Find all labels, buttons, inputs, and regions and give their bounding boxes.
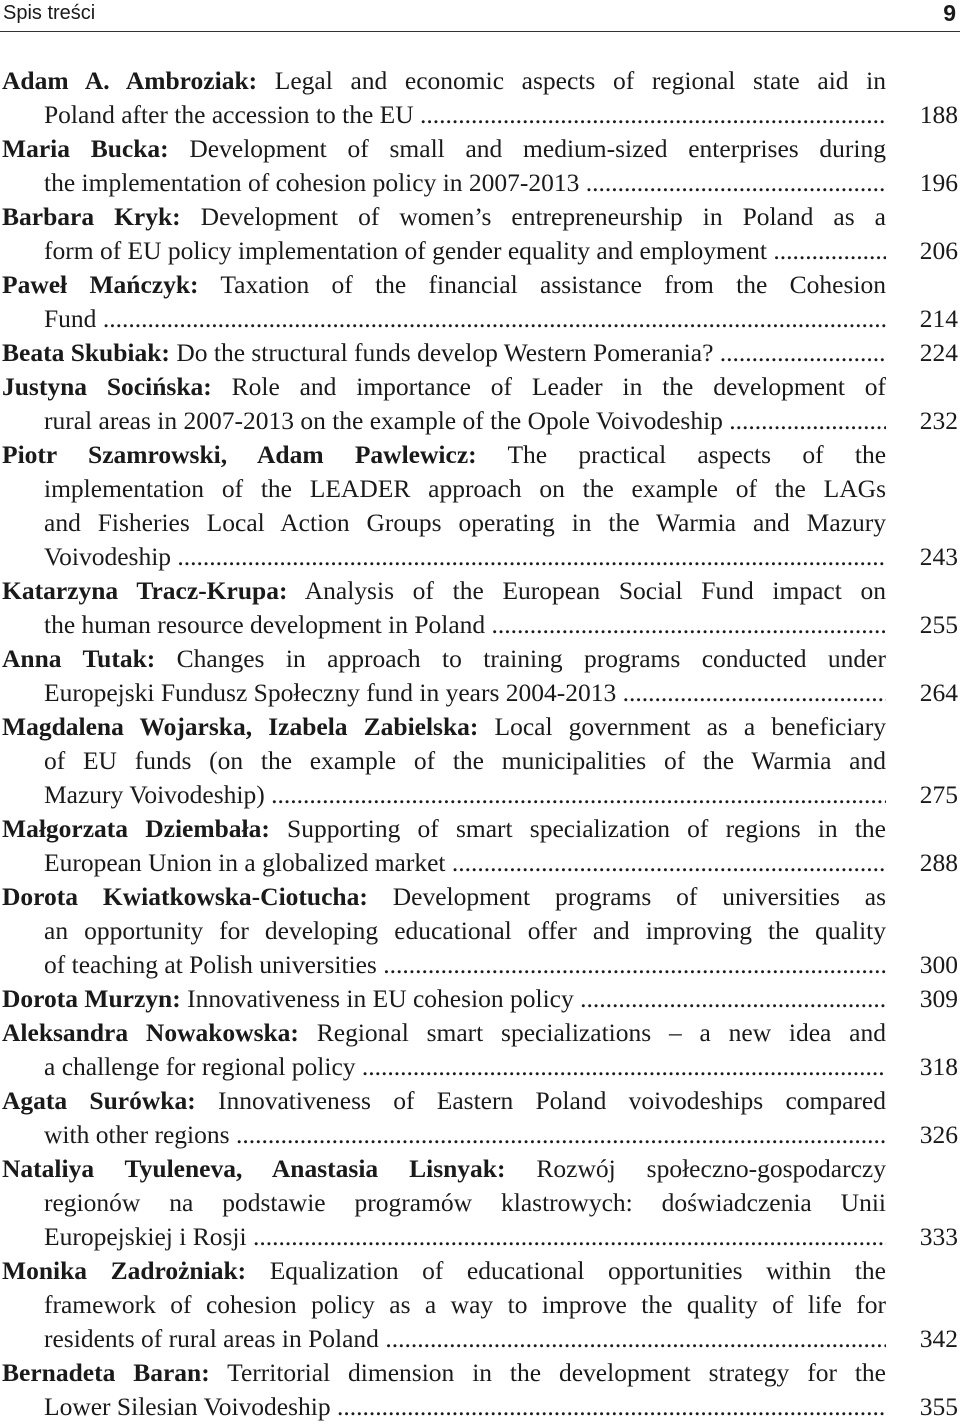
toc-title-text: Poland after the accession to the EU bbox=[44, 100, 414, 129]
toc-entry-line bbox=[0, 1084, 960, 1118]
toc-entry-text bbox=[2, 642, 886, 676]
toc-entry[interactable] bbox=[0, 336, 960, 370]
table-of-contents bbox=[0, 64, 960, 1424]
toc-entry[interactable] bbox=[0, 880, 960, 982]
toc-entry-text bbox=[44, 234, 886, 268]
toc-entry-line bbox=[0, 948, 960, 982]
toc-page-number: 355 bbox=[919, 1392, 958, 1421]
toc-entry[interactable] bbox=[0, 1084, 960, 1152]
toc-author: Adam A. Ambroziak: bbox=[2, 66, 258, 95]
toc-entry-line bbox=[0, 1220, 960, 1254]
toc-title-text: Development of women’s entrepreneurship in Poland as a bbox=[180, 202, 886, 231]
toc-title-text: Supporting of smart specialization of regions in the bbox=[269, 814, 886, 843]
toc-entry-text bbox=[2, 1084, 886, 1118]
toc-entry-text bbox=[2, 1356, 886, 1390]
toc-author: Agata Surówka: bbox=[2, 1086, 196, 1115]
toc-entry-text bbox=[44, 540, 886, 574]
toc-page-number: 326 bbox=[919, 1120, 958, 1149]
toc-title-text: implementation of the LEADER approach on the example of the LAGs bbox=[44, 474, 886, 503]
toc-entry[interactable] bbox=[0, 132, 960, 200]
toc-title-text: regionów na podstawie programów klastrowych: doświadczenia Unii bbox=[44, 1188, 886, 1217]
toc-entry-text bbox=[44, 1322, 886, 1356]
toc-entry[interactable] bbox=[0, 370, 960, 438]
toc-entry-text bbox=[44, 676, 886, 710]
toc-entry[interactable] bbox=[0, 1356, 960, 1424]
toc-entry-text bbox=[2, 710, 886, 744]
toc-entry-line bbox=[0, 302, 960, 336]
toc-title-text: rural areas in 2007-2013 on the example of the Opole Voivodeship bbox=[44, 406, 723, 435]
toc-author: Maria Bucka: bbox=[2, 134, 169, 163]
toc-entry-text bbox=[44, 1050, 886, 1084]
toc-page-number: 255 bbox=[919, 610, 958, 639]
toc-entry-line bbox=[0, 1118, 960, 1152]
toc-entry[interactable] bbox=[0, 438, 960, 574]
toc-page-number: 318 bbox=[919, 1052, 958, 1081]
toc-entry-line bbox=[0, 574, 960, 608]
toc-author: Paweł Mańczyk: bbox=[2, 270, 199, 299]
toc-entry-line bbox=[0, 812, 960, 846]
toc-author: Beata Skubiak: bbox=[2, 338, 170, 367]
toc-page-number: 196 bbox=[919, 168, 958, 197]
toc-entry-line bbox=[0, 506, 960, 540]
toc-entry-text bbox=[44, 302, 886, 336]
section-title: Spis treści bbox=[3, 2, 96, 24]
toc-page-number: 275 bbox=[919, 780, 958, 809]
toc-title-text: Europejski Fundusz Społeczny fund in years 2004-2013 bbox=[44, 678, 617, 707]
toc-entry-text bbox=[44, 914, 886, 948]
toc-entry-line bbox=[0, 438, 960, 472]
toc-entry-text bbox=[44, 1390, 886, 1424]
toc-entry-text bbox=[2, 982, 886, 1016]
toc-entry-text bbox=[44, 404, 886, 438]
toc-entry-text bbox=[44, 1220, 886, 1254]
toc-entry-text bbox=[2, 200, 886, 234]
toc-author: Dorota Murzyn: bbox=[2, 984, 181, 1013]
toc-entry-line bbox=[0, 744, 960, 778]
toc-entry[interactable] bbox=[0, 812, 960, 880]
toc-entry-line bbox=[0, 64, 960, 98]
toc-entry-text bbox=[2, 268, 886, 302]
toc-title-text: Local government as a beneficiary bbox=[478, 712, 886, 741]
toc-entry-text bbox=[44, 1186, 886, 1220]
toc-entry[interactable] bbox=[0, 574, 960, 642]
toc-title-text: Changes in approach to training programs conducted under bbox=[155, 644, 886, 673]
toc-title-text: Innovativeness of Eastern Poland voivodeships compared bbox=[195, 1086, 886, 1115]
toc-page-number: 232 bbox=[919, 406, 958, 435]
toc-entry-text bbox=[2, 880, 886, 914]
toc-title-text: with other regions bbox=[44, 1120, 230, 1149]
toc-page-number: 188 bbox=[919, 100, 958, 129]
toc-entry-line bbox=[0, 914, 960, 948]
toc-entry-line bbox=[0, 1152, 960, 1186]
toc-author: Barbara Kryk: bbox=[2, 202, 181, 231]
page-number: 9 bbox=[943, 0, 956, 26]
toc-entry-line bbox=[0, 132, 960, 166]
toc-entry-line bbox=[0, 166, 960, 200]
toc-author: Monika Zadrożniak: bbox=[2, 1256, 247, 1285]
toc-title-text: Equalization of educational opportunities within the bbox=[246, 1256, 886, 1285]
toc-entry-line bbox=[0, 1288, 960, 1322]
toc-title-text: Analysis of the European Social Fund impact on bbox=[287, 576, 886, 605]
toc-title-text: the human resource development in Poland bbox=[44, 610, 486, 639]
toc-entry-text bbox=[44, 744, 886, 778]
toc-entry-text bbox=[44, 506, 886, 540]
toc-title-text: of EU funds (on the example of the municipalities of the Warmia and bbox=[44, 746, 886, 775]
toc-title-text: an opportunity for developing educational offer and improving the quality bbox=[44, 916, 886, 945]
toc-entry-text bbox=[44, 608, 886, 642]
toc-title-text: Development programs of universities as bbox=[367, 882, 886, 911]
toc-entry-text bbox=[2, 1152, 886, 1186]
toc-entry-line bbox=[0, 1390, 960, 1424]
toc-title-text: Rozwój społeczno-gospodarczy bbox=[505, 1154, 886, 1183]
toc-entry-line bbox=[0, 200, 960, 234]
toc-entry-text bbox=[44, 778, 886, 812]
toc-title-text: The practical aspects of the bbox=[476, 440, 886, 469]
toc-author: Bernadeta Baran: bbox=[2, 1358, 210, 1387]
toc-author: Anna Tutak: bbox=[2, 644, 156, 673]
toc-title-text: Development of small and medium-sized enterprises during bbox=[168, 134, 886, 163]
toc-page-number: 264 bbox=[919, 678, 958, 707]
toc-title-text: Lower Silesian Voivodeship bbox=[44, 1392, 331, 1421]
toc-title-text: European Union in a globalized market bbox=[44, 848, 446, 877]
toc-entry[interactable] bbox=[0, 710, 960, 812]
toc-entry-line bbox=[0, 1356, 960, 1390]
toc-page-number: 300 bbox=[919, 950, 958, 979]
toc-entry[interactable] bbox=[0, 200, 960, 268]
toc-title-text: of teaching at Polish universities bbox=[44, 950, 377, 979]
toc-entry-line bbox=[0, 472, 960, 506]
toc-entry-line bbox=[0, 1186, 960, 1220]
toc-entry-line bbox=[0, 404, 960, 438]
toc-author: Małgorzata Dziembała: bbox=[2, 814, 270, 843]
toc-title-text: Role and importance of Leader in the development of bbox=[211, 372, 886, 401]
toc-title-text: Territorial dimension in the development strategy for the bbox=[209, 1358, 886, 1387]
toc-entry-text bbox=[2, 574, 886, 608]
toc-title-text: Voivodeship bbox=[44, 542, 172, 571]
toc-entry[interactable] bbox=[0, 642, 960, 710]
toc-entry-line bbox=[0, 268, 960, 302]
toc-title-text: Mazury Voivodeship) bbox=[44, 780, 265, 809]
toc-author: Aleksandra Nowakowska: bbox=[2, 1018, 299, 1047]
toc-author: Nataliya Tyuleneva, Anastasia Lisnyak: bbox=[2, 1154, 506, 1183]
toc-author: Piotr Szamrowski, Adam Pawlewicz: bbox=[2, 440, 477, 469]
toc-title-text: residents of rural areas in Poland bbox=[44, 1324, 379, 1353]
toc-entry-line bbox=[0, 846, 960, 880]
toc-entry-line bbox=[0, 608, 960, 642]
toc-page-number: 309 bbox=[919, 984, 958, 1013]
toc-page-number: 206 bbox=[919, 236, 958, 265]
toc-entry-line bbox=[0, 982, 960, 1016]
toc-title-text: Innovativeness in EU cohesion policy bbox=[180, 984, 574, 1013]
toc-title-text: Europejskiej i Rosji bbox=[44, 1222, 247, 1251]
toc-page-number: 333 bbox=[919, 1222, 958, 1251]
toc-entry-text bbox=[44, 846, 886, 880]
page-header bbox=[0, 0, 960, 32]
toc-entry-line bbox=[0, 1254, 960, 1288]
toc-title-text: Taxation of the financial assistance from the Cohesion bbox=[198, 270, 886, 299]
toc-author: Dorota Kwiatkowska-Ciotucha: bbox=[2, 882, 368, 911]
toc-author: Magdalena Wojarska, Izabela Zabielska: bbox=[2, 712, 479, 741]
toc-author: Katarzyna Tracz-Krupa: bbox=[2, 576, 288, 605]
toc-title-text: form of EU policy implementation of gender equality and employment bbox=[44, 236, 768, 265]
toc-entry-text bbox=[2, 132, 886, 166]
toc-entry-line bbox=[0, 710, 960, 744]
toc-entry-text bbox=[2, 438, 886, 472]
toc-title-text: Fund bbox=[44, 304, 97, 333]
toc-title-text: Regional smart specializations – a new idea and bbox=[298, 1018, 886, 1047]
toc-entry-line bbox=[0, 676, 960, 710]
toc-entry-line bbox=[0, 1016, 960, 1050]
toc-entry[interactable] bbox=[0, 1016, 960, 1084]
toc-entry-line bbox=[0, 642, 960, 676]
toc-entry[interactable] bbox=[0, 268, 960, 336]
toc-entry-line bbox=[0, 540, 960, 574]
toc-title-text: framework of cohesion policy as a way to improve the quality of life for bbox=[44, 1290, 886, 1319]
toc-title-text: the implementation of cohesion policy in 2007-2013 bbox=[44, 168, 580, 197]
toc-entry-text bbox=[2, 370, 886, 404]
toc-title-text: a challenge for regional policy bbox=[44, 1052, 356, 1081]
toc-entry[interactable] bbox=[0, 64, 960, 132]
toc-entry-text bbox=[2, 64, 886, 98]
toc-page-number: 224 bbox=[919, 338, 958, 367]
toc-page-number: 243 bbox=[919, 542, 958, 571]
toc-entry-line bbox=[0, 778, 960, 812]
toc-entry[interactable] bbox=[0, 982, 960, 1016]
toc-entry-line bbox=[0, 98, 960, 132]
toc-author: Justyna Socińska: bbox=[2, 372, 212, 401]
toc-entry-line bbox=[0, 1322, 960, 1356]
toc-entry-text bbox=[2, 336, 886, 370]
toc-entry-text bbox=[2, 1254, 886, 1288]
toc-title-text: Do the structural funds develop Western Pomerania? bbox=[169, 338, 714, 367]
toc-entry-text bbox=[44, 166, 886, 200]
toc-entry-text bbox=[44, 98, 886, 132]
toc-entry-text bbox=[44, 1118, 886, 1152]
toc-page-number: 342 bbox=[919, 1324, 958, 1353]
toc-entry-line bbox=[0, 234, 960, 268]
toc-entry-line bbox=[0, 880, 960, 914]
toc-title-text: and Fisheries Local Action Groups operating in the Warmia and Mazury bbox=[44, 508, 886, 537]
toc-page-number: 214 bbox=[919, 304, 958, 333]
toc-entry-line bbox=[0, 1050, 960, 1084]
toc-entry[interactable] bbox=[0, 1254, 960, 1356]
toc-entry-text bbox=[2, 812, 886, 846]
toc-entry-line bbox=[0, 336, 960, 370]
toc-entry-text bbox=[44, 948, 886, 982]
toc-page-number: 288 bbox=[919, 848, 958, 877]
toc-title-text: Legal and economic aspects of regional state aid in bbox=[257, 66, 886, 95]
toc-entry-line bbox=[0, 370, 960, 404]
toc-entry[interactable] bbox=[0, 1152, 960, 1254]
toc-entry-text bbox=[44, 472, 886, 506]
toc-entry-text bbox=[2, 1016, 886, 1050]
toc-entry-text bbox=[44, 1288, 886, 1322]
